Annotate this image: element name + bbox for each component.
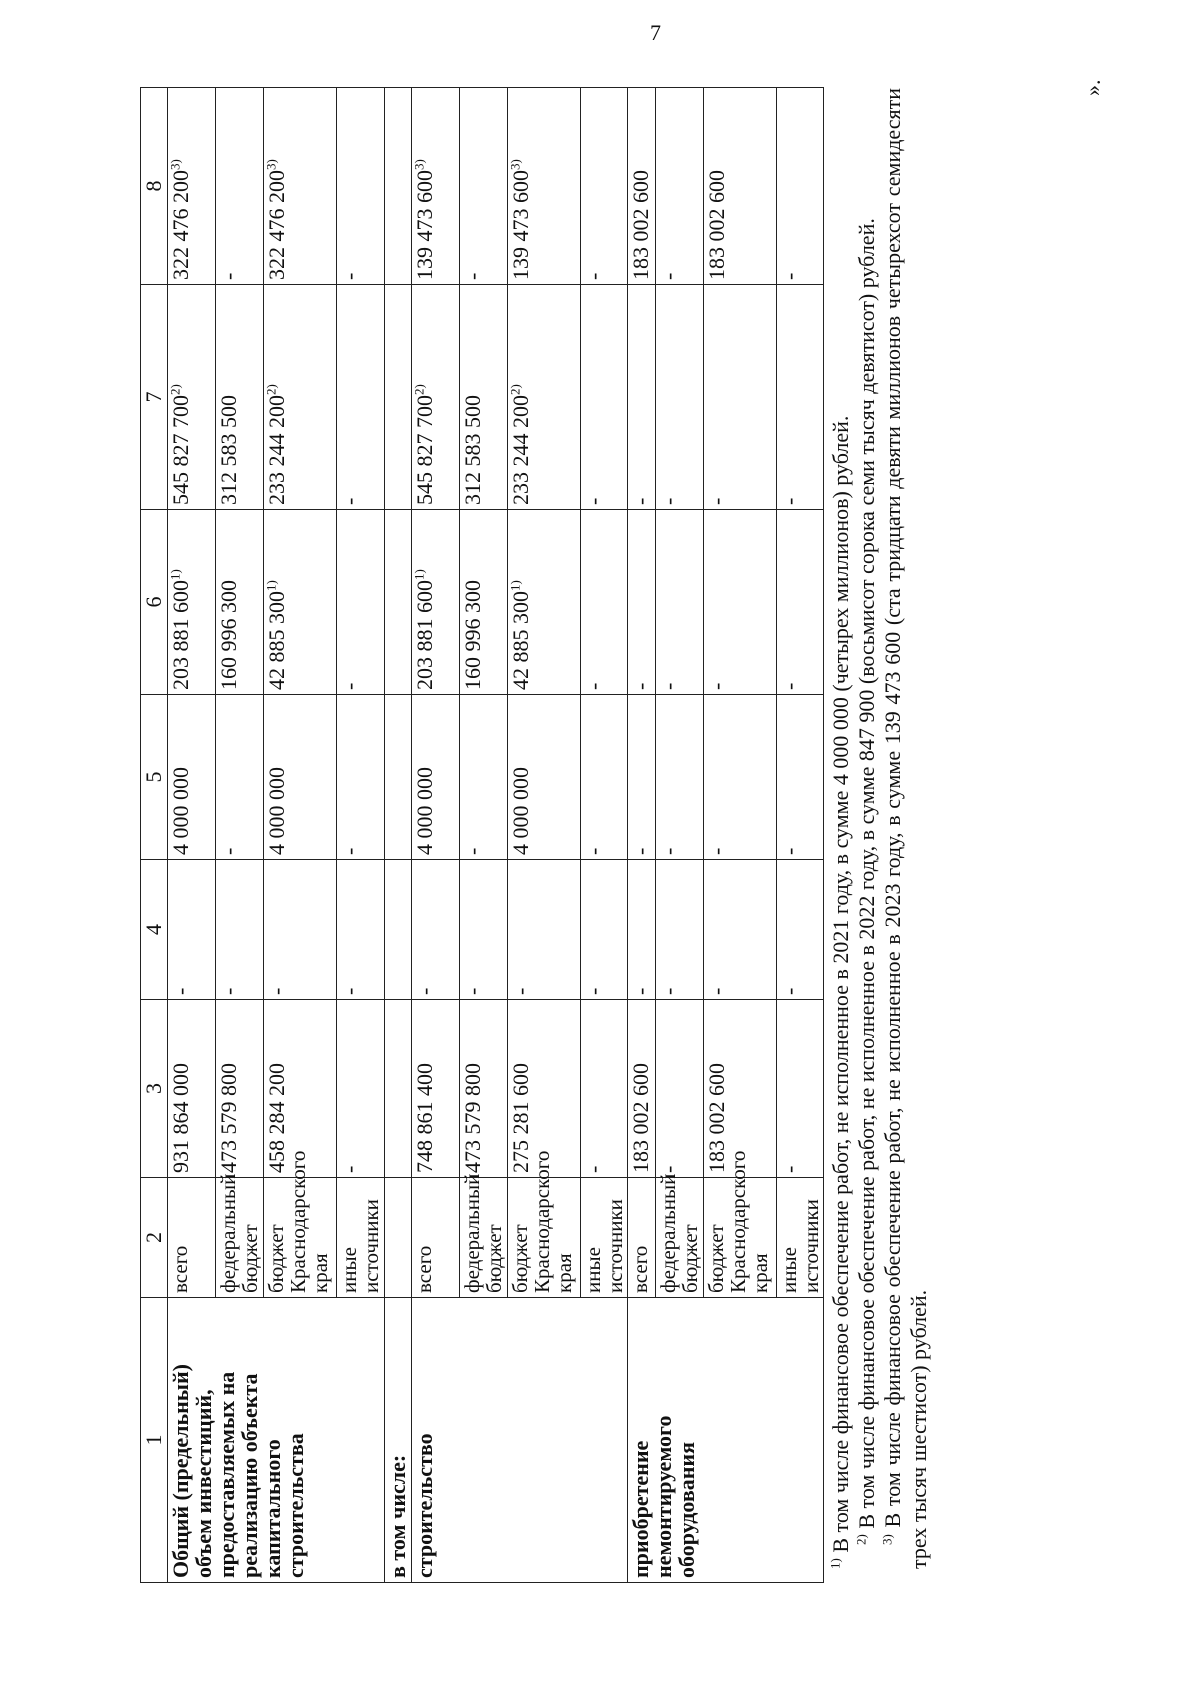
value-cell: - — [656, 285, 704, 510]
value-cell: - — [337, 88, 385, 285]
value-cell: - — [264, 860, 337, 1000]
value-cell: 322 476 200$^{3)}$ — [264, 88, 337, 285]
rotated-page-content — [140, 88, 1055, 1583]
table-row — [168, 88, 216, 1583]
value-cell: - — [656, 510, 704, 695]
value-cell: 183 002 600 — [704, 88, 777, 285]
source-cell: всего — [168, 1178, 216, 1298]
value-cell: - — [777, 510, 824, 695]
value-cell: 4 000 000 — [412, 695, 460, 860]
value-cell: 42 885 300$^{1)}$ — [508, 510, 581, 695]
value-cell: 4 000 000 — [264, 695, 337, 860]
row-label-equipment: приобретение немонтируемого оборудования — [628, 1298, 824, 1583]
value-cell: - — [581, 285, 628, 510]
table-row — [385, 88, 412, 1583]
value-cell: 183 002 600 — [704, 1000, 777, 1178]
value-cell: - — [412, 860, 460, 1000]
source-cell: иные источники — [777, 1178, 824, 1298]
value-cell: 139 473 600$^{3)}$ — [508, 88, 581, 285]
value-cell: - — [460, 860, 508, 1000]
column-header: 6 — [141, 510, 168, 695]
footnote-marker: 3) — [507, 159, 523, 170]
empty-cell — [385, 88, 412, 285]
investment-table — [140, 87, 824, 1583]
value-cell: - — [581, 695, 628, 860]
value-cell: - — [581, 860, 628, 1000]
value-cell: 139 473 600$^{3)}$ — [412, 88, 460, 285]
column-header: 4 — [141, 860, 168, 1000]
value-cell: 275 281 600 — [508, 1000, 581, 1178]
footnote-2: $^{2)}$ В том числе финансовое обеспечение работ, не исполненное в 2022 году, в сумме 847 900 (восьмисот сорока семи тысяч девятисот) рублей. — [853, 218, 879, 1545]
source-cell: всего — [412, 1178, 460, 1298]
value-cell: 160 996 300 — [460, 510, 508, 695]
footnote-1-mark: 1) — [827, 1558, 843, 1569]
value-cell: 233 244 200$^{2)}$ — [264, 285, 337, 510]
empty-cell — [385, 510, 412, 695]
value-cell: 312 583 500 — [460, 285, 508, 510]
footnote-marker: 2) — [167, 384, 183, 395]
value-cell: 42 885 300$^{1)}$ — [264, 510, 337, 695]
value-cell: - — [704, 285, 777, 510]
source-cell: федеральный бюджет — [460, 1178, 508, 1298]
footnote-1: $^{1)}$ В том числе финансовое обеспечение работ, не исполненное в 2021 году, в сумме 4 000 000 (четырех миллионов) рублей. — [827, 415, 853, 1569]
value-cell: 233 244 200$^{2)}$ — [508, 285, 581, 510]
empty-cell — [385, 1178, 412, 1298]
column-header: 5 — [141, 695, 168, 860]
value-cell: 203 881 600$^{1)}$ — [168, 510, 216, 695]
value-cell: 545 827 700$^{2)}$ — [168, 285, 216, 510]
value-cell: - — [337, 510, 385, 695]
footnote-marker: 3) — [411, 159, 427, 170]
footnote-2-mark: 2) — [853, 1534, 869, 1545]
table-row — [628, 88, 656, 1583]
value-cell: - — [656, 695, 704, 860]
value-cell: - — [628, 860, 656, 1000]
value-cell: - — [628, 695, 656, 860]
value-cell: - — [656, 860, 704, 1000]
footnotes — [824, 88, 932, 1583]
value-cell: 545 827 700$^{2)}$ — [412, 285, 460, 510]
row-label-including: в том числе: — [385, 1298, 412, 1583]
value-cell: - — [777, 1000, 824, 1178]
value-cell: - — [460, 88, 508, 285]
value-cell: 4 000 000 — [508, 695, 581, 860]
footnote-3: $^{3)}$ В том числе финансовое обеспечение работ, не исполненное в 2023 году, в сумме 139 473 600 (ста тридцати девяти миллионов четырехсот семидесяти трех тысяч шестисот) рублей. — [879, 88, 931, 1569]
value-cell: - — [777, 860, 824, 1000]
value-cell: 458 284 200 — [264, 1000, 337, 1178]
value-cell: - — [216, 88, 264, 285]
column-header: 2 — [141, 1178, 168, 1298]
value-cell: - — [628, 285, 656, 510]
source-cell: иные источники — [337, 1178, 385, 1298]
column-header: 8 — [141, 88, 168, 285]
value-cell: - — [581, 1000, 628, 1178]
table-row — [412, 88, 460, 1583]
footnote-marker: 3) — [167, 159, 183, 170]
source-cell: федеральный бюджет — [656, 1178, 704, 1298]
source-cell: всего — [628, 1178, 656, 1298]
value-cell: 183 002 600 — [628, 88, 656, 285]
value-cell: - — [628, 510, 656, 695]
value-cell: 203 881 600$^{1)}$ — [412, 510, 460, 695]
row-label-total: Общий (предельный) объем инвестиций, предоставляемых на реализацию объекта капитального строительства — [168, 1298, 385, 1583]
column-header: 7 — [141, 285, 168, 510]
footnote-marker: 2) — [411, 384, 427, 395]
value-cell: - — [337, 285, 385, 510]
footnote-3-mark: 3) — [879, 1534, 895, 1545]
value-cell: 473 579 800 — [216, 1000, 264, 1178]
page-number: 7 — [650, 20, 661, 45]
value-cell: - — [460, 695, 508, 860]
value-cell: 160 996 300 — [216, 510, 264, 695]
empty-cell — [385, 860, 412, 1000]
closing-quote-mark: ». — [1080, 79, 1105, 96]
value-cell: - — [777, 695, 824, 860]
value-cell: 183 002 600 — [628, 1000, 656, 1178]
source-cell: бюджет Краснодарского края — [508, 1178, 581, 1298]
column-header: 3 — [141, 1000, 168, 1178]
footnote-marker: 1) — [263, 580, 279, 591]
row-label-construction: строительство — [412, 1298, 628, 1583]
value-cell: - — [704, 860, 777, 1000]
value-cell: - — [704, 695, 777, 860]
value-cell: - — [656, 1000, 704, 1178]
source-cell: федеральный бюджет — [216, 1178, 264, 1298]
empty-cell — [385, 285, 412, 510]
value-cell: - — [656, 88, 704, 285]
footnote-marker: 2) — [263, 384, 279, 395]
value-cell: - — [216, 860, 264, 1000]
value-cell: - — [581, 510, 628, 695]
value-cell: - — [168, 860, 216, 1000]
value-cell: - — [508, 860, 581, 1000]
source-cell: бюджет Краснодарского края — [704, 1178, 777, 1298]
footnote-marker: 3) — [263, 159, 279, 170]
value-cell: - — [337, 860, 385, 1000]
empty-cell — [385, 1000, 412, 1178]
footnote-marker: 2) — [507, 384, 523, 395]
footnote-marker: 1) — [507, 580, 523, 591]
value-cell: - — [777, 285, 824, 510]
table-header-row — [141, 88, 168, 1583]
value-cell: 312 583 500 — [216, 285, 264, 510]
value-cell: 931 864 000 — [168, 1000, 216, 1178]
value-cell: - — [216, 695, 264, 860]
footnote-marker: 1) — [167, 569, 183, 580]
value-cell: 322 476 200$^{3)}$ — [168, 88, 216, 285]
value-cell: - — [337, 1000, 385, 1178]
value-cell: - — [581, 88, 628, 285]
column-header: 1 — [141, 1298, 168, 1583]
value-cell: - — [704, 510, 777, 695]
value-cell: 473 579 800 — [460, 1000, 508, 1178]
value-cell: - — [337, 695, 385, 860]
value-cell: 748 861 400 — [412, 1000, 460, 1178]
footnote-marker: 1) — [411, 569, 427, 580]
value-cell: - — [777, 88, 824, 285]
empty-cell — [385, 695, 412, 860]
source-cell: иные источники — [581, 1178, 628, 1298]
value-cell: 4 000 000 — [168, 695, 216, 860]
source-cell: бюджет Краснодарского края — [264, 1178, 337, 1298]
